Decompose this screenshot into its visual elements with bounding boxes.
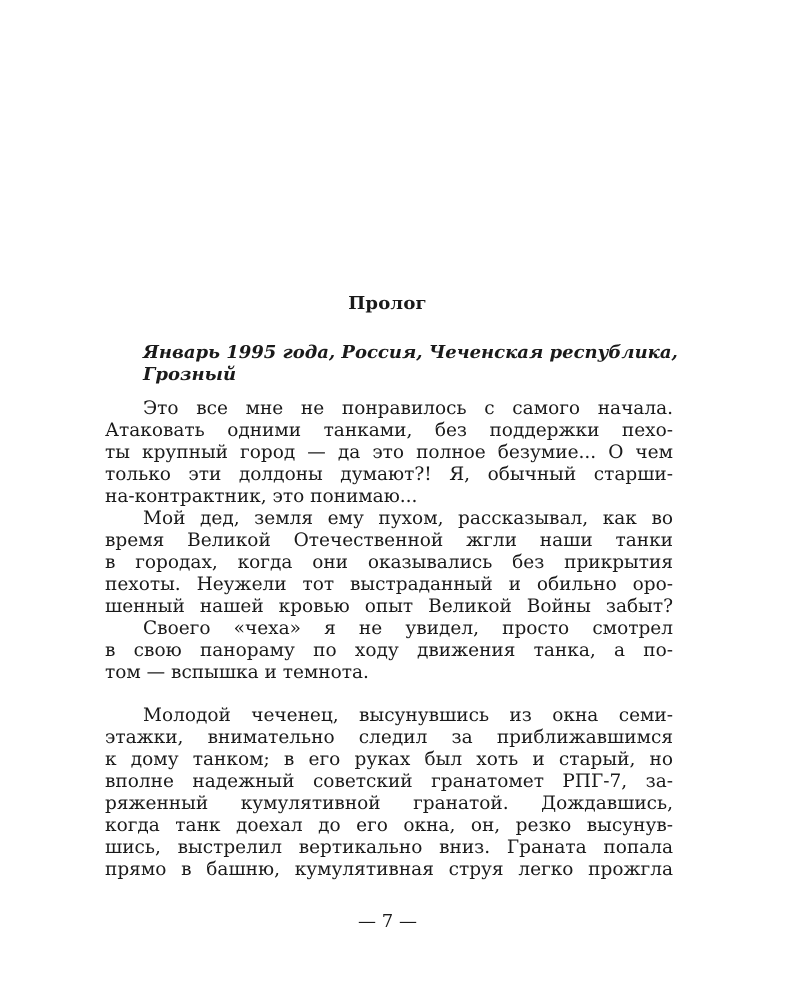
- text-line: к дому танком; в его руках был хоть и старый, но: [105, 749, 673, 770]
- text-line: Мой дед, земля ему пухом, рассказывал, как во: [143, 508, 673, 529]
- text-line: только эти долдоны думают?! Я, обычный старши-: [105, 464, 673, 485]
- text-line: прямо в башню, кумулятивная струя легко прожгла: [105, 859, 673, 880]
- paragraph: [105, 508, 673, 618]
- text-line: ты крупный город — да это полное безумие... О чем: [105, 442, 673, 463]
- text-line: том — вспышка и темнота.: [105, 662, 369, 683]
- page-number: — 7 —: [358, 911, 417, 932]
- text-line: Своего «чеха» я не увидел, просто смотрел: [143, 618, 673, 639]
- text-line: шенный нашей кровью опыт Великой Войны забыт?: [105, 596, 673, 617]
- text-line: в городах, когда они оказывались без прикрытия: [105, 552, 673, 573]
- text-line: когда танк доехал до его окна, он, резко высунув-: [105, 815, 673, 836]
- epigraph-line: Грозный: [143, 364, 237, 385]
- text-line: Молодой чеченец, высунувшись из окна семи-: [143, 705, 673, 726]
- epigraph-line: Январь 1995 года, Россия, Чеченская республика,: [143, 342, 678, 363]
- text-line: вполне надежный советский гранатомет РПГ-7, за-: [105, 771, 673, 792]
- chapter-title: Пролог: [348, 293, 427, 314]
- text-line: в свою панораму по ходу движения танка, а по-: [105, 640, 673, 661]
- epigraph: [143, 341, 683, 385]
- paragraph: [105, 705, 673, 881]
- body-text-section-1: [105, 398, 673, 684]
- paragraph: [105, 398, 673, 508]
- paragraph: [105, 618, 673, 684]
- text-line: этажки, внимательно следил за приближавшимся: [105, 727, 673, 748]
- text-line: время Великой Отечественной жгли наши танки: [105, 530, 673, 551]
- text-line: Атаковать одними танками, без поддержки пехо-: [105, 420, 673, 441]
- text-line: пехоты. Неужели тот выстраданный и обильно оро-: [105, 574, 673, 595]
- text-line: на-контрактник, это понимаю...: [105, 486, 418, 507]
- text-line: ряженный кумулятивной гранатой. Дождавшись,: [105, 793, 673, 814]
- text-line: шись, выстрелил вертикально вниз. Граната попала: [105, 837, 673, 858]
- text-line: Это все мне не понравилось с самого начала.: [143, 398, 673, 419]
- body-text-section-2: [105, 705, 673, 881]
